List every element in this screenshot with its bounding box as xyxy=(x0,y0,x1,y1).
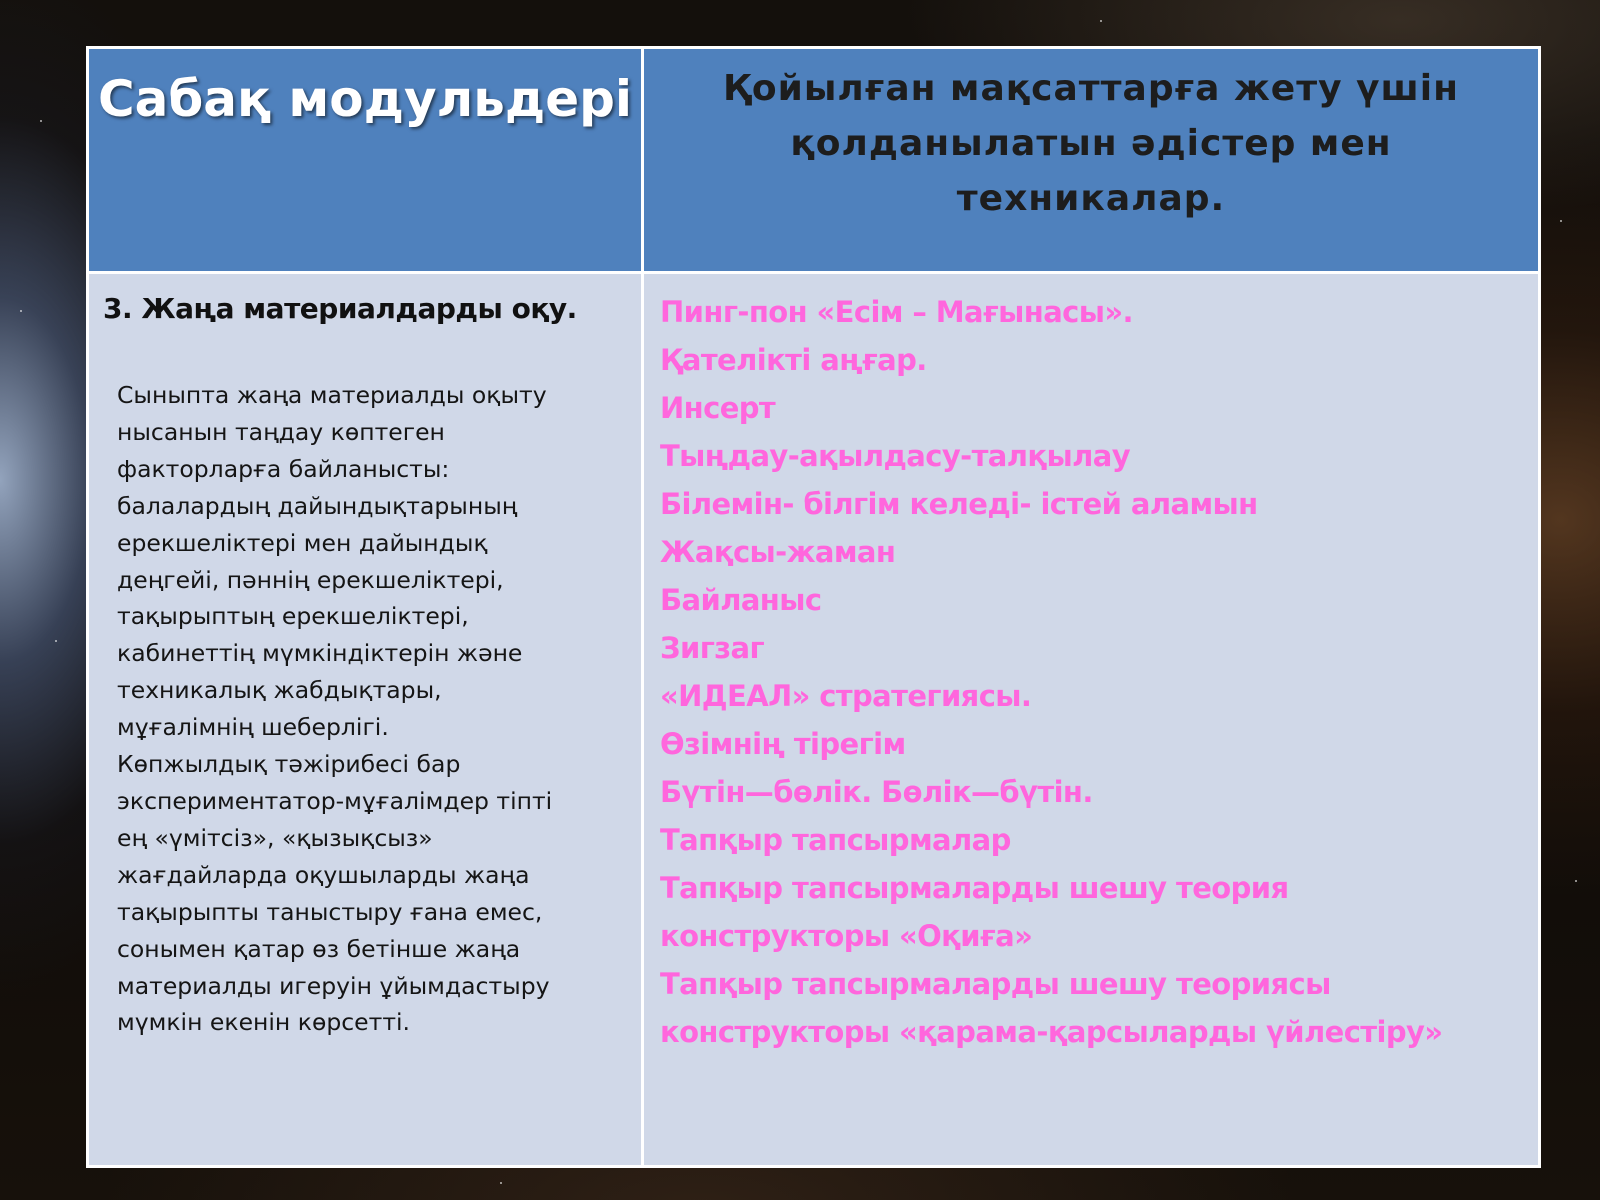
module-description: Сыныпта жаңа материалды оқыту нысанын таңдау көптеген факторларға байланысты: балалардың дайындықтарының ерекшеліктері мен дайындық деңгейі, пәннің ерекшеліктері, тақырыптың ерекшеліктері, кабинеттің мүмкіндіктерін және техникалық жабдықтары, мұғалімнің шеберлігі. Көпжылдық тәжірибесі бар экспериментатор-мұғалімдер тіпті ең «үмітсіз», «қызықсыз» жағдайларда оқушыларды жаңа тақырыпты таныстыру ғана емес, сонымен қатар өз бетінше жаңа материалды игеруін ұйымдастыру мүмкін екенін көрсетті. xyxy=(117,381,553,1037)
star-decoration xyxy=(20,310,22,312)
star-decoration xyxy=(1100,20,1102,22)
method-item: «ИДЕАЛ» стратегиясы. xyxy=(660,679,1032,713)
star-decoration xyxy=(40,120,42,122)
method-item: Тапқыр тапсырмалар xyxy=(660,823,1011,857)
module-cell xyxy=(88,273,643,1167)
header-modules-title: Сабақ модульдері xyxy=(97,70,633,128)
method-item: Бүтін—бөлік. Бөлік—бүтін. xyxy=(660,775,1093,809)
header-cell-methods xyxy=(643,48,1540,273)
method-item: Жақсы-жаман xyxy=(660,535,896,569)
module-title: 3. Жаңа материалдарды оқу. xyxy=(103,292,577,325)
method-item: Тапқыр тапсырмаларды шешу теория xyxy=(660,871,1289,905)
method-item: конструкторы «Оқиға» xyxy=(660,919,1033,953)
method-item: Білемін- білгім келеді- істей аламын xyxy=(660,487,1258,521)
method-item: Тапқыр тапсырмаларды шешу теориясы xyxy=(660,967,1331,1001)
star-decoration xyxy=(1560,220,1562,222)
method-item: Өзімнің тірегім xyxy=(660,727,906,761)
method-item: конструкторы «қарама-қарсыларды үйлестіру» xyxy=(660,1015,1443,1049)
method-item: Инсерт xyxy=(660,391,776,425)
methods-list xyxy=(660,288,1520,1056)
star-decoration xyxy=(55,640,57,642)
header-methods-title: Қойылған мақсаттарға жету үшін қолданылатын әдістер мен техникалар. xyxy=(723,68,1459,219)
method-item: Зигзаг xyxy=(660,631,765,665)
method-item: Пинг-пон «Есім – Мағынасы». xyxy=(660,295,1133,329)
header-row xyxy=(88,48,1540,273)
method-item: Қателікті аңғар. xyxy=(660,343,927,377)
star-decoration xyxy=(500,1182,502,1184)
method-item: Байланыс xyxy=(660,583,822,617)
method-item: Тыңдау-ақылдасу-талқылау xyxy=(660,439,1131,473)
header-cell-modules xyxy=(88,48,643,273)
body-row xyxy=(88,273,1540,1167)
methods-table xyxy=(86,46,1541,1168)
methods-cell xyxy=(643,273,1540,1167)
star-decoration xyxy=(1575,880,1577,882)
